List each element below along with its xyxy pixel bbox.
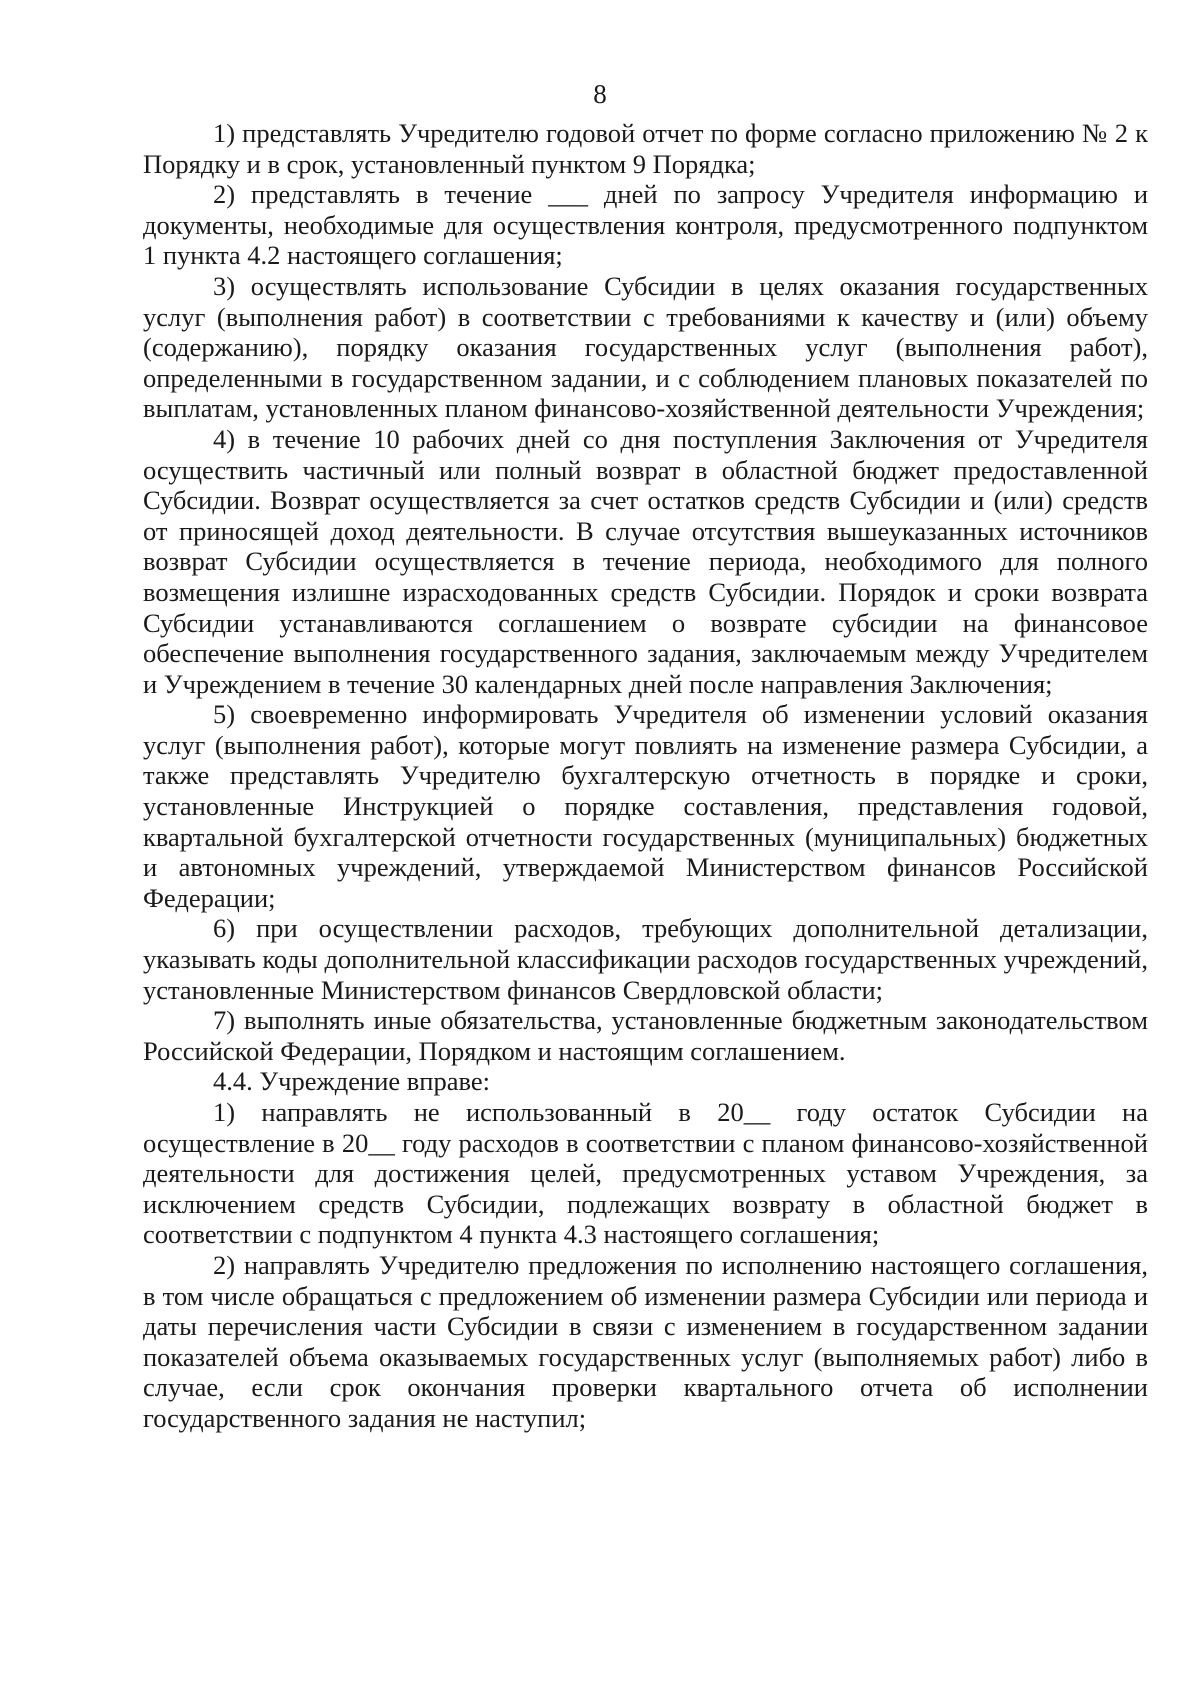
document-body — [143, 118, 1148, 1434]
paragraph-right-2: 2) направлять Учредителю предложения по исполнению настоящего соглашения, в том числе обращаться с предложением об изменении размера Субсидии или периода и даты перечисления части Субсидии в связи с изменением в государственном задании показателей объема оказываемых государственных услуг (выполняемых работ) либо в случае, если срок окончания проверки квартального отчета об исполнении государственного задания не наступил; — [143, 1249, 1148, 1433]
paragraph-obligation-4: 4) в течение 10 рабочих дней со дня поступления Заключения от Учредителя осуществить частичный или полный возврат в областной бюджет предоставленной Субсидии. Возврат осуществляется за счет остатков средств Субсидии и (или) средств от приносящей доход деятельности. В случае отсутствия вышеуказанных источников возврат Субсидии осуществляется в течение периода, необходимого для полного возмещения излишне израсходованных средств Субсидии. Порядок и сроки возврата Субсидии устанавливаются соглашением о возврате субсидии на финансовое обеспечение выполнения государственного задания, заключаемым между Учредителем и Учреждением в течение 30 календарных дней после направления Заключения; — [143, 423, 1148, 699]
paragraph-obligation-7: 7) выполнять иные обязательства, установленные бюджетным законодательством Российской Федерации, Порядком и настоящим соглашением. — [143, 1005, 1148, 1066]
paragraph-obligation-2: 2) представлять в течение ___ дней по запросу Учредителя информацию и документы, необходимые для осуществления контроля, предусмотренного подпунктом 1 пункта 4.2 настоящего соглашения; — [143, 179, 1148, 271]
paragraph-obligation-1: 1) представлять Учредителю годовой отчет по форме согласно приложению № 2 к Порядку и в срок, установленный пунктом 9 Порядка; — [143, 118, 1148, 179]
page-number: 8 — [593, 79, 607, 109]
section-heading-4-4: 4.4. Учреждение вправе: — [213, 1066, 490, 1097]
paragraph-obligation-6: 6) при осуществлении расходов, требующих дополнительной детализации, указывать коды дополнительной классификации расходов государственных учреждений, установленные Министерством финансов Свердловской области; — [143, 913, 1148, 1005]
paragraph-obligation-3: 3) осуществлять использование Субсидии в целях оказания государственных услуг (выполнения работ) в соответствии с требованиями к качеству и (или) объему (содержанию), порядку оказания государственных услуг (выполнения работ), определенными в государственном задании, и с соблюдением плановых показателей по выплатам, установленных планом финансово-хозяйственной деятельности Учреждения; — [143, 270, 1148, 424]
paragraph-obligation-5: 5) своевременно информировать Учредителя об изменении условий оказания услуг (выполнения работ), которые могут повлиять на изменение размера Субсидии, а также представлять Учредителю бухгалтерскую отчетность в порядке и сроки, установленные Инструкцией о порядке составления, представления годовой, квартальной бухгалтерской отчетности государственных (муниципальных) бюджетных и автономных учреждений, утверждаемой Министерством финансов Российской Федерации; — [143, 699, 1148, 913]
paragraph-right-1: 1) направлять не использованный в 20__ году остаток Субсидии на осуществление в 20__ году расходов в соответствии с планом финансово-хозяйственной деятельности для достижения целей, предусмотренных уставом Учреждения, за исключением средств Субсидии, подлежащих возврату в областной бюджет в соответствии с подпунктом 4 пункта 4.3 настоящего соглашения; — [143, 1097, 1148, 1250]
